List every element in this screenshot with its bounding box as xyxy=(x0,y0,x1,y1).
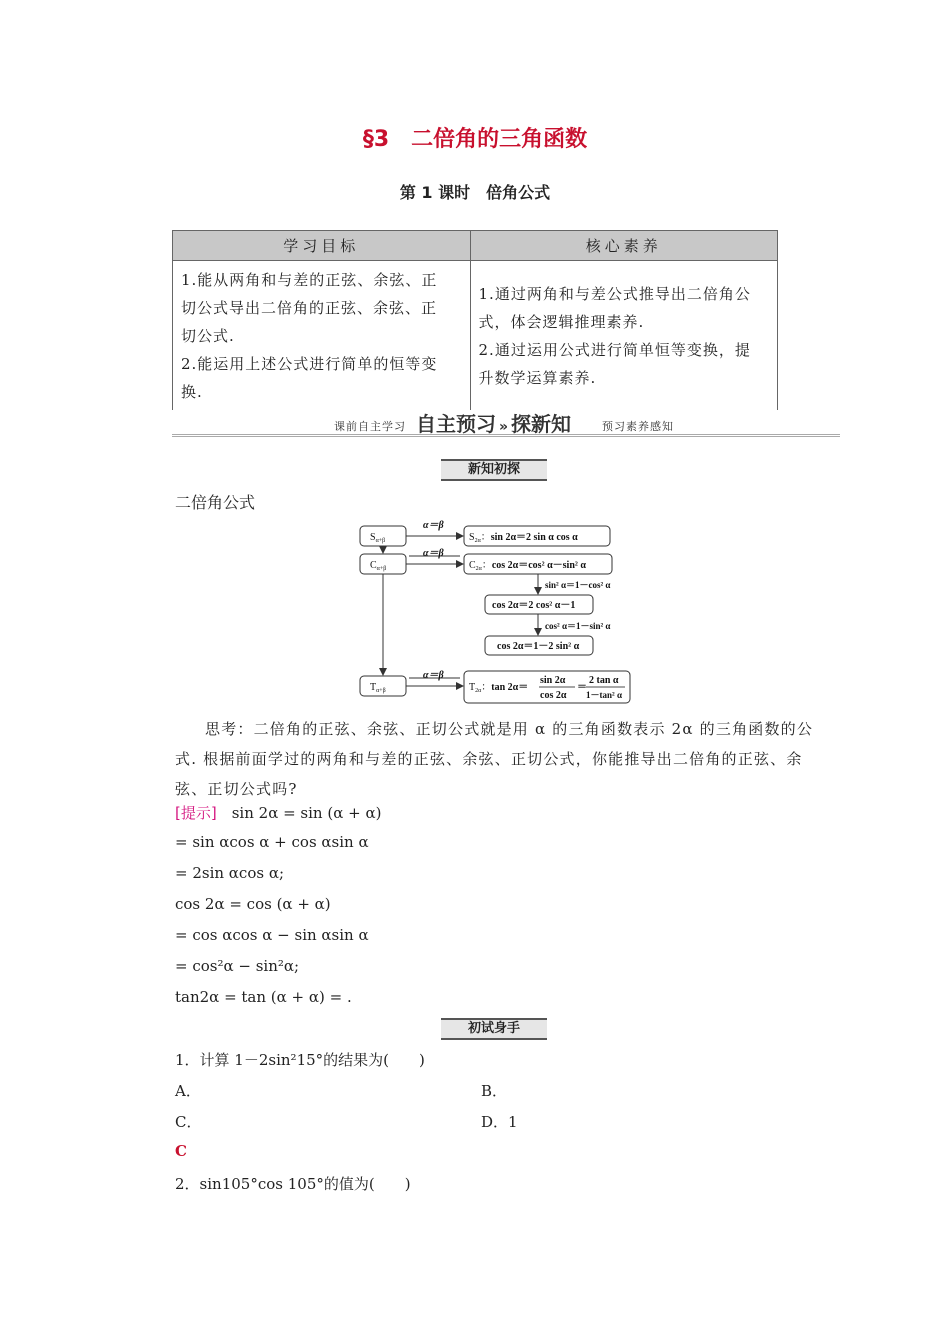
think-label: 思考： xyxy=(205,720,254,738)
hint-line-3: = 2sin αcos α; xyxy=(175,864,285,882)
frac2-denominator: 1－tan² α xyxy=(586,690,622,700)
literacy-line: 式，体会逻辑推理素养. xyxy=(478,312,645,331)
s2a-text: $S_{2\alpha}$：sin 2α＝2 sin α cos α xyxy=(469,532,578,544)
goals-literacy-cell xyxy=(470,261,777,411)
frac1-numerator: sin 2α xyxy=(540,675,566,686)
banner-divider xyxy=(172,434,840,437)
question-1-stem: 1．计算 1－2sin²15°的结果为( ) xyxy=(175,1051,425,1069)
think-text: 二倍角的正弦、余弦、正切公式就是用 α 的三角函数表示 2α 的三角函数的公式. 根据前面学过的两角和与差的正弦、余弦、正切公式，你能推导出二倍角的正弦、余弦、正切公式吗? xyxy=(175,720,814,798)
question-1-option-b: B． xyxy=(481,1082,508,1100)
banner-right-text: 预习素养感知 xyxy=(602,420,674,433)
double-chevron-icon: » xyxy=(499,419,509,435)
page-title: §3 二倍角的三角函数 xyxy=(362,127,588,152)
frac1-denominator: cos 2α xyxy=(540,690,567,701)
section-banner xyxy=(172,408,840,438)
banner-left-text: 课前自主学习 xyxy=(334,420,406,433)
hint-line-2: = sin αcos α + cos αsin α xyxy=(175,833,369,851)
substitution-2: cos² α＝1－sin² α xyxy=(545,621,611,631)
new-knowledge-tag: 新知初探 xyxy=(441,459,547,481)
node-s-label: $S_{\alpha+\beta}$ xyxy=(370,532,386,544)
literacy-line: 1.通过两角和与差公式推导出二倍角公 xyxy=(478,284,751,303)
arrow-label-3: α＝β xyxy=(423,670,444,681)
node-t-label: $T_{\alpha+\beta}$ xyxy=(370,682,386,694)
goals-learning-cell xyxy=(173,261,471,411)
goal-line: 换. xyxy=(181,382,203,401)
question-1-answer: C xyxy=(175,1142,187,1160)
hint-label: [提示] xyxy=(175,804,217,822)
goals-header-learning: 学习目标 xyxy=(173,231,471,261)
frac-equals: ＝ xyxy=(577,682,587,693)
goals-table xyxy=(172,230,778,410)
goal-line: 2.能运用上述公式进行简单的恒等变 xyxy=(181,354,438,373)
arrow-label-1: α＝β xyxy=(423,520,444,531)
question-1-option-d: D．1 xyxy=(481,1113,518,1131)
hint-line-7: tan2α = tan (α + α) = . xyxy=(175,988,352,1006)
literacy-line: 升数学运算素养. xyxy=(478,368,597,387)
first-try-tag: 初试身手 xyxy=(441,1018,547,1040)
arrow-label-2: α＝β xyxy=(423,548,444,559)
hint-line-1: [提示] sin 2α = sin (α + α) xyxy=(175,804,382,822)
goal-line: 切公式导出二倍角的正弦、余弦、正 xyxy=(181,298,438,317)
goals-header-literacy: 核心素养 xyxy=(470,231,777,261)
frac2-numerator: 2 tan α xyxy=(589,675,619,686)
cos2a-formula-1: cos 2α＝2 cos² α－1 xyxy=(492,600,576,611)
banner-center-text: 自主预习 » 探新知 xyxy=(416,412,572,436)
cos2a-formula-2: cos 2α＝1－2 sin² α xyxy=(497,641,580,652)
section-heading: 二倍角公式 xyxy=(175,493,256,512)
hint-line-5: = cos αcos α − sin αsin α xyxy=(175,926,369,944)
hint-line-6: = cos²α − sin²α; xyxy=(175,957,300,975)
formula-derivation-diagram xyxy=(355,516,645,706)
goal-line: 切公式. xyxy=(181,326,235,345)
c2a-text: $C_{2\alpha}$：cos 2α＝cos² α－sin² α xyxy=(469,560,586,572)
question-1-option-c: C． xyxy=(175,1113,202,1131)
node-c-label: $C_{\alpha+\beta}$ xyxy=(370,560,387,572)
substitution-1: sin² α＝1－cos² α xyxy=(545,580,611,590)
lesson-subtitle: 第 1 课时 倍角公式 xyxy=(399,183,551,202)
question-1-option-a: A． xyxy=(175,1082,201,1100)
think-paragraph xyxy=(175,714,820,804)
t2a-text: $T_{2\alpha}$：tan 2α＝ xyxy=(469,682,529,694)
literacy-line: 2.通过运用公式进行简单恒等变换，提 xyxy=(478,340,751,359)
hint-line-4: cos 2α = cos (α + α) xyxy=(175,895,331,913)
question-2-stem: 2．sin105°cos 105°的值为( ) xyxy=(175,1175,411,1193)
goal-line: 1.能从两角和与差的正弦、余弦、正 xyxy=(181,270,438,289)
